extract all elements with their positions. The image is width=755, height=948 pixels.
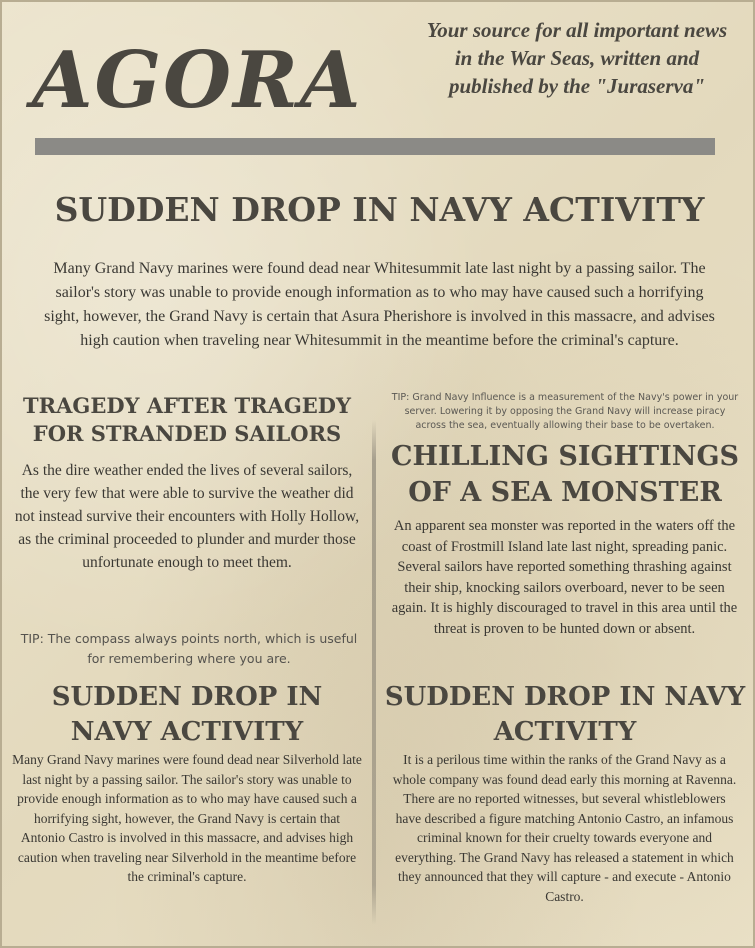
left-article1-body: As the dire weather ended the lives of several sailors, the very few that were able to survive the weather did not instead survive their encounters with Holly Hollow, as the criminal proceeded to plunder and murder those unfortunate enough to meet them. xyxy=(14,462,360,571)
column-divider xyxy=(372,420,376,925)
masthead-title: AGORA xyxy=(32,35,363,126)
left-article2-headline: SUDDEN DROP IN NAVY ACTIVITY xyxy=(51,682,323,747)
right-article2-headline: SUDDEN DROP IN NAVY ACTIVITY xyxy=(384,682,746,747)
right-article1-body: An apparent sea monster was reported in the waters off the coast of Frostmill Island late last night, spreading panic. Several sailors have reported something thrashing against their ship, knocking sailors overboard, never to be seen again. It is highly discouraged to travel in this area until the threat is proven to be hunted down or absent. xyxy=(391,518,738,637)
masthead-divider-bar xyxy=(35,138,715,155)
main-article-body: Many Grand Navy marines were found dead near Whitesummit late last night by a passing sailor. The sailor's story was unable to provide enough information as to who may have caused such a horrifying sight, however, the Grand Navy is certain that Asura Pherishore is involved in this massacre, and advises high caution when traveling near Whitesummit in the meantime before the criminal's capture. xyxy=(44,260,715,349)
left-article1-headline: TRAGEDY AFTER TRAGEDY FOR STRANDED SAILORS xyxy=(23,393,351,446)
right-article2-body: It is a perilous time within the ranks of the Grand Navy as a whole company was found dead early this morning at Ravenna. There are no reported witnesses, but several whistleblowers have described a figure matching Antonio Castro, an infamous criminal known for their cruelty towards everyone and everything. The Grand Navy has released a statement in which they announced that they will capture - and execute - Antonio Castro. xyxy=(392,752,737,904)
masthead-tagline: Your source for all important news in the War Seas, written and published by the "Juraserva" xyxy=(426,18,728,98)
main-headline: SUDDEN DROP IN NAVY ACTIVITY xyxy=(54,190,705,229)
right-article1-headline: CHILLING SIGHTINGS OF A SEA MONSTER xyxy=(390,441,740,508)
compass-tip: TIP: The compass always points north, which is useful for remembering where you are. xyxy=(20,631,358,666)
left-article2-body: Many Grand Navy marines were found dead near Silverhold late last night by a passing sailor. The sailor's story was unable to provide enough information as to who may have caused such a horrifying sight, however, the Grand Navy is certain that Antonio Castro is involved in this massacre, and advises high caution when traveling near Silverhold in the meantime before the criminal's capture. xyxy=(12,752,362,884)
navy-influence-tip: TIP: Grand Navy Influence is a measurement of the Navy's power in your server. Lowering it by opposing the Grand Navy will increase piracy across the sea, eventually allowing their base to be overtaken. xyxy=(391,392,739,431)
